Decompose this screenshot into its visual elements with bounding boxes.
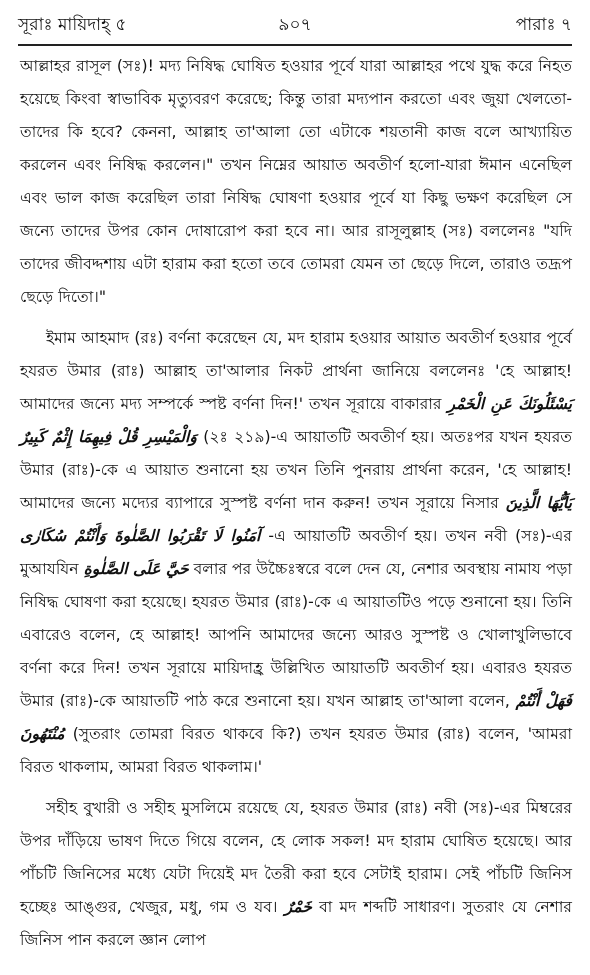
- paragraph-2-text-5: (সুতরাং তোমরা বিরত থাকবে কি?) তখন হযরত উমার (রাঃ) বলেন, 'আমরা বিরত থাকলাম, আমরা বিরত থাকলাম।': [20, 725, 572, 776]
- arabic-verse-baqarah: يَسْئَلُونَكَ عَنِ الْخَمْرِ وَالْمَيْسِرِ قُلْ فِيهِمَا إِثْمٌ كَبِيرٌ: [20, 395, 572, 446]
- arabic-adhan-phrase: حَيَّ عَلَى الصَّلٰوةِ: [83, 560, 189, 578]
- paragraph-2-text-3: -এ আয়াতটি অবতীর্ণ হয়। তখন নবী (সঃ)-এর মুআযযিন: [20, 527, 572, 578]
- arabic-word-khamr: خَمْرٌ: [284, 898, 312, 916]
- paragraph-2-text-2: (২ঃ ২১৯)-এ আয়াতটি অবতীর্ণ হয়। অতঃপর যখন হযরত উমার (রাঃ)-কে এ আয়াত শুনানো হয় তখন তিনি পুনরায় প্রার্থনা করেন, 'হে আল্লাহ! আমাদের জন্যে মদ্যের ব্যাপারে সুস্পষ্ট বর্ণনা দান করুন! তখন সূরায়ে নিসার: [20, 428, 572, 512]
- paragraph-3-text-2: বা মদ শব্দটি সাধারণ। সুতরাং যে নেশার জিনিস পান করলে জ্ঞান লোপ: [20, 898, 572, 949]
- arabic-verse-nisa: يَاَيُّهَا الَّذِينَ آمَنُوا لَا تَقْرَبُوا الصَّلٰوةَ وَأَنْتُمْ سُكَارٰى: [20, 494, 572, 545]
- surah-label: সূরাঃ মায়িদাহ্ ৫: [18, 15, 127, 35]
- paragraph-2: [20, 322, 572, 784]
- header-divider: [18, 44, 572, 46]
- arabic-verse-maidah: فَهَلْ أَنْتُمْ مُنْتَهُونَ: [20, 692, 572, 743]
- paragraph-3-text-1: সহীহ বুখারী ও সহীহ মুসলিমে রয়েছে যে, হযরত উমার (রাঃ) নবী (সঃ)-এর মিম্বরের উপর দাঁড়িয়ে ভাষণ দিতে গিয়ে বলেন, হে লোক সকল! মদ হারাম ঘোষিত হয়েছে। আর পাঁচটি জিনিসের মধ্যে যেটা দিয়েই মদ তৈরী করা হবে সেটাই হারাম। সেই পাঁচটি জিনিস হচ্ছেঃ আঙ্গুর, খেজুর, মধু, গম ও যব।: [20, 799, 572, 916]
- paragraph-3: [20, 792, 572, 957]
- page-body: [20, 50, 572, 957]
- paragraph-gap: [20, 314, 572, 322]
- page-header: [18, 10, 572, 40]
- page-number: ৯০৭: [278, 15, 312, 35]
- paragraph-2-text-4: বলার পর উচ্চৈঃস্বরে বলে দেন যে, নেশার অবস্থায় নামায পড়া নিষিদ্ধ ঘোষণা করা হয়েছে। হযরত উমার (রাঃ)-কে এ আয়াতটিও পড়ে শুনানো হয়। তিনি এবারেও বলেন, হে আল্লাহ! আপনি আমাদের জন্যে আরও সুস্পষ্ট ও খোলাখুলিভাবে বর্ণনা করে দিন! তখন সূরায়ে মায়িদাহ্র উল্লিখিত আয়াতটি অবতীর্ণ হয়। এবারও হযরত উমার (রাঃ)-কে আয়াতটি পাঠ করে শুনানো হয়। যখন আল্লাহ তা'আলা বলেন,: [20, 560, 572, 710]
- paragraph-gap: [20, 784, 572, 792]
- paragraph-2-text-1: ইমাম আহমাদ (রঃ) বর্ণনা করেছেন যে, মদ হারাম হওয়ার আয়াত অবতীর্ণ হওয়ার পূর্বে হযরত উমার (রাঃ) আল্লাহ তা'আলার নিকট প্রার্থনা জানিয়ে বললেনঃ 'হে আল্লাহ! আমাদের জন্যে মদ্য সম্পর্কে স্পষ্ট বর্ণনা দিন!' তখন সূরায়ে বাকারার: [20, 329, 572, 413]
- para-label: পারাঃ ৭: [515, 15, 572, 35]
- paragraph-1: আল্লাহর রাসূল (সঃ)! মদ্য নিষিদ্ধ ঘোষিত হওয়ার পূর্বে যারা আল্লাহর পথে যুদ্ধ করে নিহত হয়েছে কিংবা স্বাভাবিক মৃত্যুবরণ করেছে; কিন্তু তারা মদ্যপান করতো এবং জুয়া খেলতো- তাদের কি হবে? কেননা, আল্লাহ তা'আলা তো এটাকে শয়তানী কাজ বলে আখ্যায়িত করলেন এবং নিষিদ্ধ করলেন।" তখন নিম্নের আয়াত অবতীর্ণ হলো-যারা ঈমান এনেছিল এবং ভাল কাজ করেছিল তারা নিষিদ্ধ ঘোষণা হওয়ার পূর্বে যা কিছু ভক্ষণ করেছিল সে জন্যে তাদের উপর কোন দোষারোপ করা হবে না। আর রাসূলুল্লাহ (সঃ) বললেনঃ "যদি তাদের জীবদ্দশায় এটা হারাম করা হতো তবে তোমরা যেমন তা ছেড়ে দিলে, তারাও তদ্রূপ ছেড়ে দিতো।": [20, 57, 572, 306]
